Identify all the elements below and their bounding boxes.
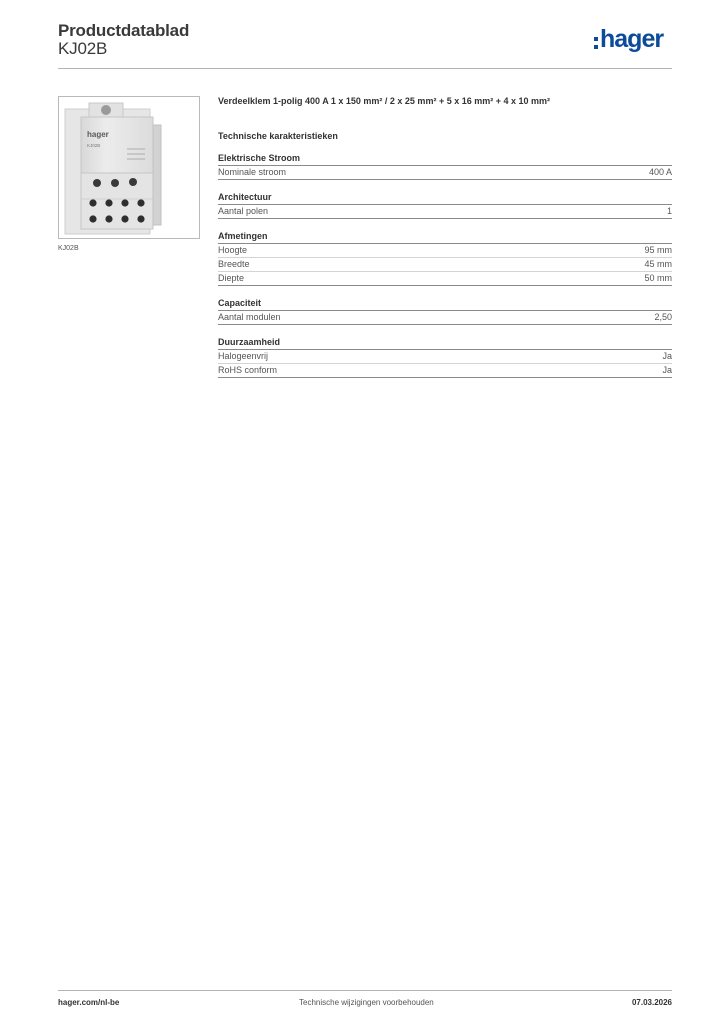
spec-label: Halogeenvrij [218, 351, 269, 361]
spec-row [218, 205, 672, 219]
spec-row [218, 364, 672, 378]
spec-row [218, 166, 672, 180]
product-description: Verdeelklem 1-polig 400 A 1 x 150 mm² / 2 x 25 mm² + 5 x 16 mm² + 4 x 10 mm² [218, 96, 551, 106]
group-title: Architectuur [218, 192, 672, 205]
group-title: Afmetingen [218, 231, 672, 244]
spec-value: Ja [662, 351, 672, 361]
spec-row [218, 258, 672, 272]
spec-label: Aantal modulen [218, 312, 281, 322]
spec-group-afmetingen [218, 231, 672, 286]
spec-value: 1 [666, 206, 672, 216]
logo-wordmark: hager [600, 25, 664, 53]
hager-logo [594, 27, 674, 57]
spec-row [218, 272, 672, 286]
spec-value: Ja [662, 365, 672, 375]
spec-row [218, 244, 672, 258]
product-code: KJ02B [58, 39, 108, 58]
footer-divider [58, 990, 672, 991]
spec-label: Aantal polen [218, 206, 269, 216]
footer-date: 07.03.2026 [631, 998, 672, 1007]
spec-value: 45 mm [644, 259, 672, 269]
spec-label: Diepte [218, 273, 245, 283]
spec-group-duurzaamheid [218, 337, 672, 378]
image-caption: KJ02B [58, 245, 79, 252]
spec-row [218, 311, 672, 325]
spec-label: RoHS conform [218, 365, 278, 375]
spec-label: Hoogte [218, 245, 248, 255]
device-code-label: KJ02B [87, 143, 101, 148]
spec-value: 2,50 [654, 312, 672, 322]
group-title: Capaciteit [218, 298, 672, 311]
spec-row [218, 350, 672, 364]
footer-website-link[interactable]: hager.com/nl-be [58, 998, 120, 1007]
spec-group-elektrische-stroom [218, 153, 672, 180]
header-divider [58, 68, 672, 69]
spec-value: 50 mm [644, 273, 672, 283]
product-image [58, 96, 200, 239]
spec-label: Breedte [218, 259, 250, 269]
group-title: Duurzaamheid [218, 337, 672, 350]
spec-panel [218, 96, 672, 378]
section-heading: Technische karakteristieken [218, 131, 338, 141]
spec-group-architectuur [218, 192, 672, 219]
terminal-block-illustration [59, 97, 200, 239]
spec-group-capaciteit [218, 298, 672, 325]
page-title: Productdatablad [58, 21, 190, 40]
spec-value: 400 A [648, 167, 672, 177]
spec-value: 95 mm [644, 245, 672, 255]
spec-label: Nominale stroom [218, 167, 287, 177]
footer-disclaimer: Technische wijzigingen voorbehouden [299, 998, 434, 1007]
logo-dots-icon [594, 37, 598, 53]
device-brand-label: hager [87, 130, 109, 139]
group-title: Elektrische Stroom [218, 153, 672, 166]
